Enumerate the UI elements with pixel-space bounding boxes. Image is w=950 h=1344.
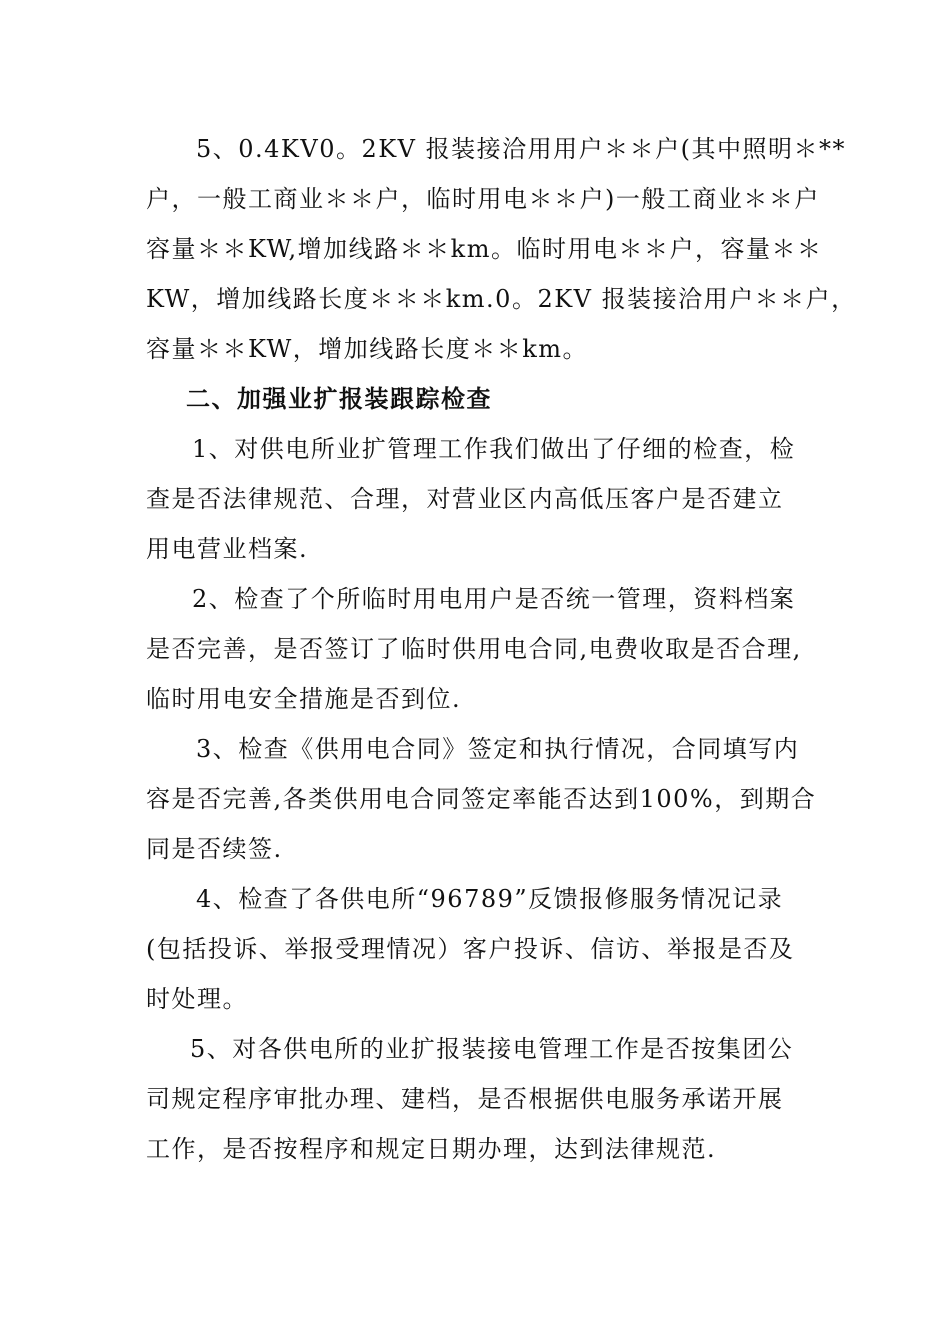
- list-item-line: 查是否法律规范、合理，对营业区内高低压客户是否建立: [146, 485, 784, 513]
- list-item-line: 4、检查了各供电所“96789”反馈报修服务情况记录: [196, 885, 784, 913]
- paragraph-line: 容量＊＊KW,增加线路＊＊km。临时用电＊＊户，容量＊＊: [146, 235, 823, 263]
- list-item-line: 时处理。: [146, 985, 248, 1013]
- list-item-line: 1、对供电所业扩管理工作我们做出了仔细的检查，检: [192, 435, 796, 463]
- paragraph-line: 5、0.4KV0。2KV 报装接洽用用户＊＊户(其中照明＊**: [196, 135, 846, 163]
- paragraph-line: 容量＊＊KW，增加线路长度＊＊km。: [146, 335, 589, 363]
- list-item-line: 工作，是否按程序和规定日期办理，达到法律规范.: [146, 1135, 717, 1163]
- paragraph-line: KW，增加线路长度＊＊＊km.0。2KV 报装接洽用户＊＊户，: [146, 285, 857, 313]
- list-item-line: 临时用电安全措施是否到位.: [146, 685, 462, 713]
- list-item-line: 是否完善，是否签订了临时供用电合同,电费收取是否合理,: [146, 635, 802, 663]
- list-item-line: 司规定程序审批办理、建档，是否根据供电服务承诺开展: [146, 1085, 784, 1113]
- list-item-line: 容是否完善,各类供用电合同签定率能否达到100%，到期合: [146, 785, 817, 813]
- paragraph-line: 户，一般工商业＊＊户，临时用电＊＊户)一般工商业＊＊户: [146, 185, 820, 213]
- list-item-line: 3、检查《供用电合同》签定和执行情况，合同填写内: [196, 735, 800, 763]
- list-item-line: 同是否续签.: [146, 835, 283, 863]
- list-item-line: 2、检查了个所临时用电用户是否统一管理，资料档案: [192, 585, 796, 613]
- list-item-line: 用电营业档案.: [146, 535, 309, 563]
- section-heading: 二、加强业扩报装跟踪检查: [186, 384, 492, 413]
- list-item-line: 5、对各供电所的业扩报装接电管理工作是否按集团公: [190, 1035, 794, 1063]
- list-item-line: (包括投诉、举报受理情况）客户投诉、信访、举报是否及: [146, 935, 795, 963]
